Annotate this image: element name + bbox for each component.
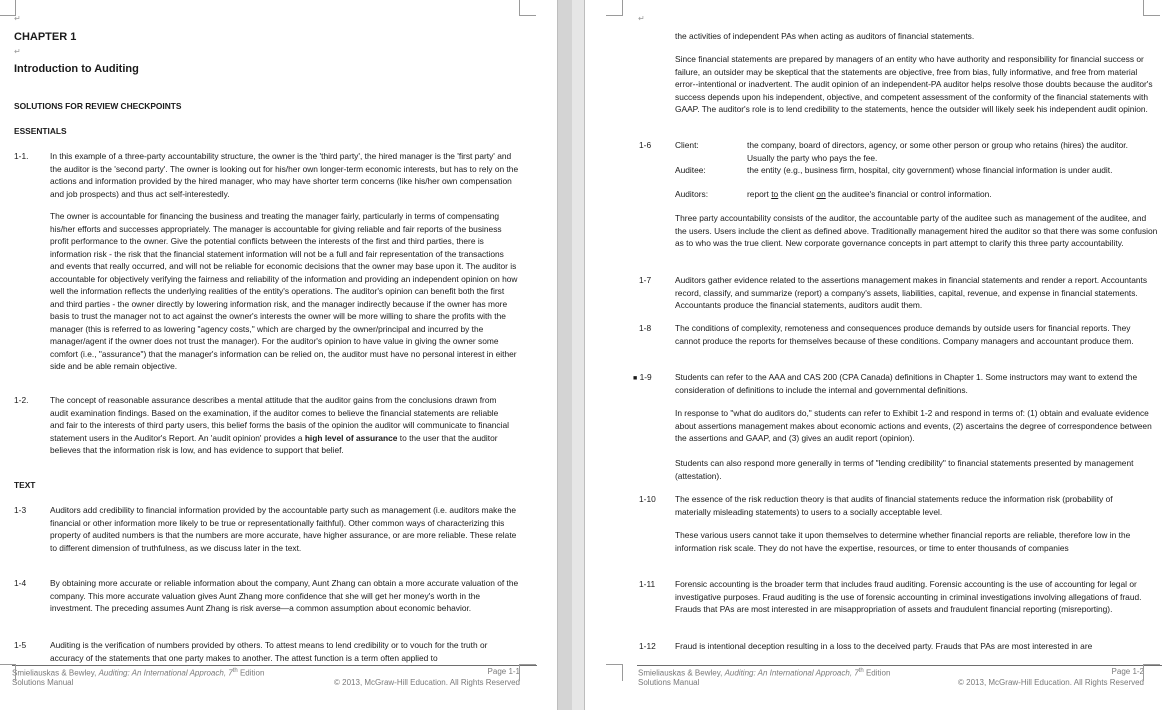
question-number: 1-8 [639,323,652,333]
footer-book-title: Auditing: An International Approach, 7 [724,668,859,678]
footer-book-title: Auditing: An International Approach, 7 [98,668,233,678]
definition-term: Auditors: [675,189,709,199]
margin-corner-mark [519,0,536,16]
page-gutter [557,0,585,710]
answer-paragraph[interactable]: Three party accountability consists of the auditor, the accountable party of the auditee such as management of the auditee, and the users. Users include the client as defined above. Traditionally management hired the auditor so that there was some confusion as to who was the true client. New corporate governance concepts in part attempt to clarify this three party accountability. [675,213,1158,248]
answer-paragraph[interactable]: Students can also respond more generally in terms of "lending credibility" to financial statements presented by management (attestation). [675,458,1134,481]
question-number-text: 1-9 [639,372,652,382]
answer-paragraph[interactable]: Since financial statements are prepared by managers of an entity who have authority and responsibility for financial success or failure, an outsider may be skeptical that the statements are objective, free from bias, fully informative, and free from material error--intentional or inadvertent. The audit opinion of an independent-PA auditor helps resolve those doubts because the auditor's success depends upon his independent, objective, and competent assessment of the conformity of the financial statements with GAAP. The auditor's role is to lend credibility to the statements, hence the outsider will likely seek his independent audit opinion. [675,54,1153,114]
chapter-heading[interactable]: CHAPTER 1 [14,31,77,43]
footer-manual: Solutions Manual [12,678,74,687]
question-number: 1-1. [14,151,29,161]
definition-term: Auditee: [675,165,706,175]
answer-paragraph[interactable]: These various users cannot take it upon themselves to determine whether financial reports are reliable, therefore low in the information risk scale. They do not have the expertise, resources, or time to enter thousands of companies [675,530,1131,553]
footer-manual: Solutions Manual [638,678,700,687]
definition-text[interactable]: the company, board of directors, agency, or some other person or group who retains (hires) the auditor. Usually the party who pays the fee. [747,140,1128,163]
margin-corner-mark [1143,0,1160,16]
definition-segment: the client [778,189,817,199]
definition-term: Client: [675,140,699,150]
question-number: 1-7 [639,275,652,285]
list-bullet-icon: ■ [633,375,638,382]
question-number: 1-11 [639,579,656,589]
definition-segment: the auditee's financial or control information. [825,189,992,199]
answer-text: The concept of reasonable assurance describes a mental attitude that the auditor gains from the conclusions drawn from audit examination findings. Based on the examination, if the auditor comes to believe the financial statements are reliable and fair to the interests of third party users, this belief forms the basis of the opinion the auditor will communicate to financial statement users in the Auditor's Report. An 'audit opinion' provides a [50,395,509,443]
definition-text[interactable]: the entity (e.g., business firm, hospital, city government) whose financial information is under audit. [747,165,1113,175]
margin-corner-mark [606,664,623,681]
question-number: 1-4 [14,578,27,588]
paragraph-mark: ↵ [14,47,21,56]
answer-paragraph[interactable]: In response to "what do auditors do," students can refer to Exhibit 1-2 and respond in terms of: (1) obtain and evaluate evidence about assertions management makes about economic actions and events, (2) ascertains the degree of correspondence between the assertions and GAAP, and (3) gives an audit report (opinion). [675,408,1152,443]
definition-segment: report [747,189,772,199]
answer-paragraph[interactable]: The owner is accountable for financing the business and treating the manager fairly, particularly in terms of compensating his/her efforts and successes appropriately. The manager is accountable for giving reliable and fair reports of the business profit performance to the owner. Give the potential conflicts between the interests of the first and third parties, there is information risk - the risk that the financial statement information will not be a full and fair representation of the transactions and events that really occurred, and will not be reliable for economic decisions that the owner may base upon it. The auditor is accountable for objectively verifying the fairness and reliability of the information and providing an independent opinion on how well the information reflects the underlying realities of the entity's operations. The auditor's opinion can benefit both the first and third parties - the owner directly by lowering information risk, and the manager indirectly because if the owner has more basis to trust the manager not to act against the owner's interests the owner will be more willing to share the profits with the manager (this is referred to as lowering "agency costs," which are charged by the owner/principal and incurred by the manager/agent if the owner does not trust the manager). For the auditor's opinion to have value in giving the owner some comfort (i.e., "assurance") that the manager's information can be relied on, the auditor must have no personal interest in either side and be able remain objective. [50,211,518,371]
answer-paragraph[interactable]: Auditing is the verification of numbers provided by others. To attest means to lend credibility or to vouch for the truth or accuracy of the statements that one party makes to another. The attest function is a term often applied to [50,640,488,663]
answer-paragraph[interactable]: Students can refer to the AAA and CAS 200 (CPA Canada) definitions in Chapter 1. Some instructors may want to extend the consideration of definitions to include the internal and governmental definitions. [675,372,1138,395]
answer-paragraph[interactable]: Auditors add credibility to financial information provided by the accountable party such as management (i.e. auditors make the financial or other information more likely to be true or representationally faithful). Other common ways of characterizing this property of audited numbers is that the numbers are more accurate, have higher assurance, or are more reliable. These relate to different dimension of truthfulness, as we discuss later in the text. [50,505,517,553]
margin-corner-mark [1143,664,1160,681]
footer-page-number: Page 1-1 [487,667,520,676]
question-number: 1-10 [639,494,656,504]
answer-paragraph[interactable]: The conditions of complexity, remoteness and consequences produce demands by outside users for financial reports. They cannot produce the reports for themselves because of these conditions. Company managers and accountant produce them. [675,323,1134,346]
document-page-right [585,0,1176,710]
answer-paragraph[interactable]: Forensic accounting is the broader term that includes fraud auditing. Forensic accounting is the use of accounting for legal or investigative purposes. Fraud auditing is the use of forensic accounting in criminal investigations involving allegations of fraud. Frauds that PAs are most interested in are misappropriation of assets and fraudulent financial reporting (misreporting). [675,579,1142,614]
answer-paragraph[interactable]: In this example of a three-party accountability structure, the owner is the 'third party', the hired manager is the 'first party' and the auditor is the 'second party'. The owner is looking out for his/her own longer-term economic interests, but has to rely on the actions and information provided by the hired manager, who may have shorter term concerns (like his/her own compensation and job prospects) and thus act self-interestedly. [50,151,519,199]
text-heading[interactable]: TEXT [14,480,36,490]
essentials-heading[interactable]: ESSENTIALS [14,126,67,136]
answer-text: to the user that the auditor believes that the information risk is low, and has evidence to support that belief. [50,432,498,455]
answer-paragraph[interactable]: Auditors gather evidence related to the assertions management makes in financial statements and render a report. Accountants record, classify, and summarize (report) a company's assets, liabilities, capital, revenue, and expense in financial statements. Accountants produce the financial statements, auditors audit them. [675,275,1148,310]
solutions-heading[interactable]: SOLUTIONS FOR REVIEW CHECKPOINTS [14,101,182,111]
footer-copyright: © 2013, McGraw-Hill Education. All Rights Reserved [334,678,520,687]
definition-text[interactable] [747,188,1152,201]
question-number: 1-12 [639,641,656,651]
answer-paragraph[interactable]: By obtaining more accurate or reliable information about the company, Aunt Zhang can obtain a more accurate valuation of the company. This more accurate valuation gives Aunt Zhang more confidence that she will get her money's worth in the investment. The preceding assumes Aunt Zhang is risk averse—a common assumption about economic behavior. [50,578,519,613]
answer-paragraph[interactable]: Fraud is intentional deception resulting in a loss to the deceived party. Frauds that PAs are most interested in are [675,641,1093,651]
paragraph-mark: ↵ [14,14,21,23]
vertical-scrollbar[interactable] [572,0,584,710]
footer-copyright: © 2013, McGraw-Hill Education. All Rights Reserved [958,678,1144,687]
question-number: 1-5 [14,640,27,650]
answer-paragraph[interactable] [50,394,512,457]
underlined-word: on [816,189,826,199]
footer-superscript: th [232,668,238,674]
footer-edition: Edition [237,668,265,678]
paragraph-mark: ↵ [638,14,645,23]
answer-paragraph[interactable]: The essence of the risk reduction theory is that audits of financial statements reduce the information risk (probability of materially misleading statements) to users to a socially acceptable level. [675,494,1113,517]
footer-edition: Edition [863,668,891,678]
margin-corner-mark [0,664,16,681]
footer-superscript: th [858,668,864,674]
answer-paragraph[interactable]: the activities of independent PAs when acting as auditors of financial statements. [675,31,975,41]
margin-corner-mark [519,664,536,681]
question-number: 1-2. [14,395,29,405]
footer-authors: Smieliauskas & Bewley, [638,668,723,678]
footer-page-number: Page 1-2 [1111,667,1144,676]
question-number: 1-6 [639,140,652,150]
document-page-left [0,0,557,710]
question-number [633,371,652,386]
underlined-word: to [771,189,779,199]
margin-corner-mark [606,0,623,16]
chapter-title[interactable]: Introduction to Auditing [14,63,139,75]
footer-authors: Smieliauskas & Bewley, [12,668,97,678]
emphasis-text: high level of assurance [304,432,398,443]
question-number: 1-3 [14,505,27,515]
